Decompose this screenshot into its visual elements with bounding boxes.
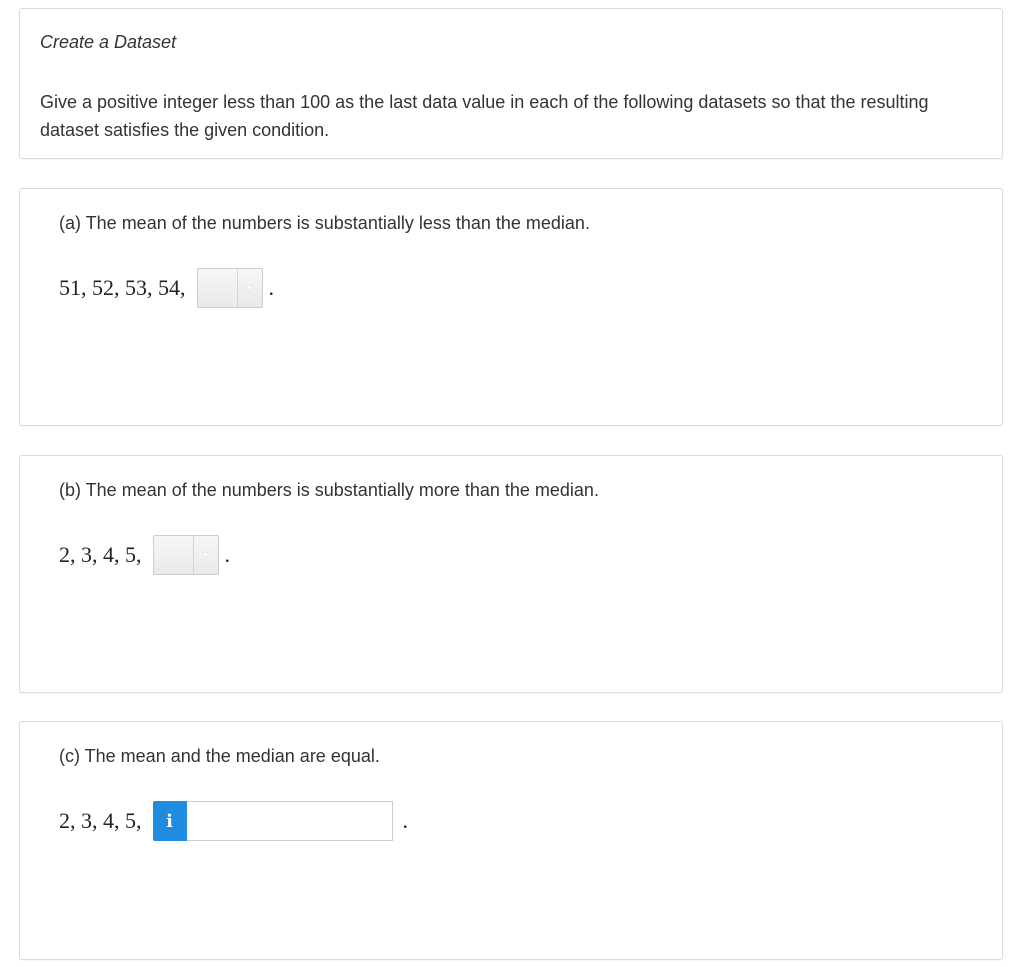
answer-dropdown-b[interactable] bbox=[153, 535, 219, 575]
period-a: . bbox=[268, 275, 274, 300]
chevron-down-icon: ▼ bbox=[201, 550, 210, 560]
dropdown-value-a bbox=[198, 269, 238, 307]
dropdown-value-b bbox=[154, 536, 194, 574]
dataset-values-a: 51, 52, 53, 54, bbox=[59, 275, 186, 300]
period-b: . bbox=[224, 542, 230, 567]
question-text-a: (a) The mean of the numbers is substantially less than the median. bbox=[59, 213, 590, 233]
dataset-values-b: 2, 3, 4, 5, bbox=[59, 542, 142, 567]
info-icon[interactable]: i bbox=[153, 801, 187, 841]
question-text-c: (c) The mean and the median are equal. bbox=[59, 746, 380, 766]
dataset-row-b bbox=[59, 534, 230, 576]
instructions-text: Give a positive integer less than 100 as the last data value in each of the following datasets so that the resulting dataset satisfies the given condition. bbox=[40, 92, 929, 140]
period-c: . bbox=[402, 808, 408, 833]
answer-dropdown-a[interactable] bbox=[197, 268, 263, 308]
intro-panel bbox=[19, 8, 1003, 159]
answer-input-c[interactable] bbox=[187, 801, 393, 841]
dataset-row-a bbox=[59, 267, 274, 309]
question-panel-c bbox=[19, 721, 1003, 960]
question-text-b: (b) The mean of the numbers is substantially more than the median. bbox=[59, 480, 599, 500]
page-title: Create a Dataset bbox=[40, 32, 177, 52]
question-panel-a bbox=[19, 188, 1003, 426]
dataset-row-c bbox=[59, 800, 408, 842]
dataset-values-c: 2, 3, 4, 5, bbox=[59, 808, 142, 833]
question-panel-b bbox=[19, 455, 1003, 693]
chevron-down-icon: ▼ bbox=[245, 283, 254, 293]
